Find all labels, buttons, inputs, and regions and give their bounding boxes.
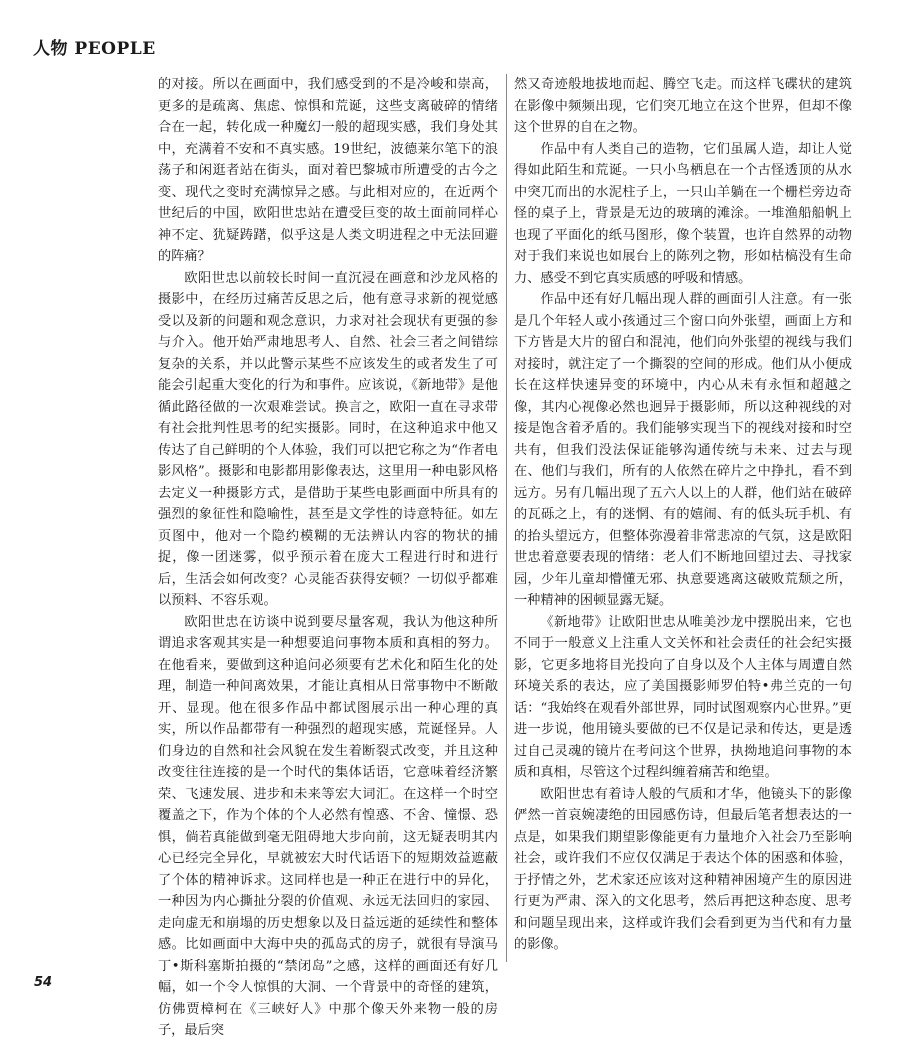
paragraph: 欧阳世忠以前较长时间一直沉浸在画意和沙龙风格的摄影中，在经历过痛苦反思之后，他有意寻求新的视觉感受以及新的问题和观念意识，力求对社会现状有更强的参与介入。他开始严肃地思考人、自然、社会三者之间错综复杂的关系，并以此警示某些不应该发生的或者发生了可能会引起重大变化的行为和事件。应该说，《新地带》是他循此路径做的一次艰难尝试。换言之，欧阳一直在寻求带有社会批判性思考的纪实摄影。同时，在这种追求中他又传达了自己鲜明的个人体验，我们可以把它称之为“作者电影风格”。摄影和电影都用影像表达，这里用一种电影风格去定义一种摄影方式，是借助于某些电影画面中所具有的强烈的象征性和隐喻性，甚至是文学性的诗意特征。如左页图中，他对一个隐约模糊的无法辨认内容的物状的捕捉，像一团迷雾，似乎预示着在庞大工程进行时和进行后，生活会如何改变？心灵能否获得安顿？一切似乎都难以预料、不容乐观。 <box>158 270 498 608</box>
paragraph: 欧阳世忠在访谈中说到要尽量客观，我认为他这种所谓追求客观其实是一种想要追问事物本质和真相的努力。在他看来，要做到这种追问必须要有艺术化和陌生化的处理，制造一种间离效果，才能让真相从日常事物中不断敞开、显现。他在很多作品中都试图展示出一种心理的真实，所以作品都带有一种强烈的超现实感，荒诞怪异。人们身边的自然和社会风貌在发生着断裂式改变，并且这种改变往往连接的是一个时代的集体话语，它意味着经济繁荣、飞速发展、进步和未来等宏大词汇。在这样一个时空覆盖之下，作为个体的个人必然有惶惑、不舍、憧憬、恐惧，倘若真能做到毫无阻碍地大步向前，这无疑表明其内心已经完全异化，早就被宏大时代话语下的短期效益遮蔽了个体的精神诉求。这同样也是一种正在进行中的异化，一种因为内心撕扯分裂的价值观、永远无法回归的家园、走向虚无和崩塌的历史想象以及日益远逝的延续性和整体感。比如画面中大海中央的孤岛式的房子，就很有导演马丁•斯科塞斯拍摄的“禁闭岛”之感，这样的画面还有好几幅，如一个令人惊惧的大洞、一个背景中的奇怪的建筑，仿佛贾樟柯在《三峡好人》中那个像天外来物一般的房子，最后突 <box>158 614 498 1038</box>
paragraph: 作品中还有好几幅出现人群的画面引人注意。有一张是几个年轻人或小孩通过三个窗口向外张望，画面上方和下方皆是大片的留白和混沌，他们向外张望的视线与我们对接时，就注定了一个撕裂的空间的形成。他们从小便成长在这样快速异变的环境中，内心从未有永恒和超越之像，其内心视像必然也迥异于摄影师，所以这种视线的对接是饱含着矛盾的。我们能够实现当下的视线对接和时空共有，但我们没法保证能够沟通传统与未来、过去与现在、他们与我们，所有的人依然在碎片之中挣扎，看不到远方。另有几幅出现了五六人以上的人群，他们站在破碎的瓦砾之上，有的迷惘、有的嬉闹、有的低头玩手机、有的抬头望远方，但整体弥漫着非常悲凉的气氛，这是欧阳世忠着意要表现的情绪：老人们不断地回望过去、寻找家园，少年儿童却懵懂无邪、执意要逃离这破败荒颓之所，一种精神的困顿显露无疑。 <box>514 292 852 608</box>
paragraph: 然又奇迹般地拔地而起、腾空飞走。而这样飞碟状的建筑在影像中频频出现，它们突兀地立在这个世界，但却不像这个世界的自在之物。 <box>514 77 852 135</box>
paragraph: 的对接。所以在画面中，我们感受到的不是冷峻和崇高，更多的是疏离、焦虑、惊惧和荒诞，这些支离破碎的情绪合在一起，转化成一种魔幻一般的超现实感，我们身处其中，充满着不安和不真实感。19世纪，波德莱尔笔下的浪荡子和闲逛者站在街头，面对着巴黎城市所遭受的古今之变、现代之变时充满惊异之感。与此相对应的，在近两个世纪后的中国，欧阳世忠站在遭受巨变的故土面前同样心神不定、犹疑踌躇，似乎这是人类文明进程之中无法回避的阵痛？ <box>158 77 498 264</box>
right-column <box>514 74 852 956</box>
paragraph: 欧阳世忠有着诗人般的气质和才华，他镜头下的影像俨然一首哀婉凄绝的田园感伤诗，但最后笔者想表达的一点是，如果我们期望影像能更有力量地介入社会乃至影响社会，或许我们不应仅仅满足于表达个体的困惑和体验，于抒情之外，艺术家还应该对这种精神困境产生的原因进行更为严肃、深入的文化思考，然后再把这种态度、思考和问题呈现出来，这样或许我们会看到更为当代和有力量的影像。 <box>514 786 852 952</box>
left-column <box>158 74 498 1042</box>
column-divider <box>506 74 507 962</box>
section-header: 人物 PEOPLE <box>33 39 156 59</box>
paragraph: 《新地带》让欧阳世忠从唯美沙龙中摆脱出来，它也不同于一般意义上注重人文关怀和社会责任的社会纪实摄影，它更多地将目光投向了自身以及个人主体与周遭自然环境关系的表达，应了美国摄影师罗伯特•弗兰克的一句话：“我始终在观看外部世界，同时试图观察内心世界。”更进一步说，他用镜头要做的已不仅是记录和传达，更是透过自己灵魂的镜片在考问这个世界，执拗地追问事物的本质和真相，尽管这个过程纠缠着痛苦和绝望。 <box>514 614 852 780</box>
paragraph: 作品中有人类自己的造物，它们虽属人造，却让人觉得如此陌生和荒诞。一只小鸟栖息在一个古怪透顶的从水中突兀而出的水泥柱子上，一只山羊躺在一个栅栏旁边奇怪的桌子上，背景是无边的玻璃的滩涂。一堆渔船船帆上也现了平面化的纸马图形，像个装置，也许自然界的动物对于我们来说也如展台上的陈列之物，形如枯槁没有生命力、感受不到它真实质感的呼吸和情感。 <box>514 141 852 286</box>
page-number: 54 <box>34 975 53 990</box>
